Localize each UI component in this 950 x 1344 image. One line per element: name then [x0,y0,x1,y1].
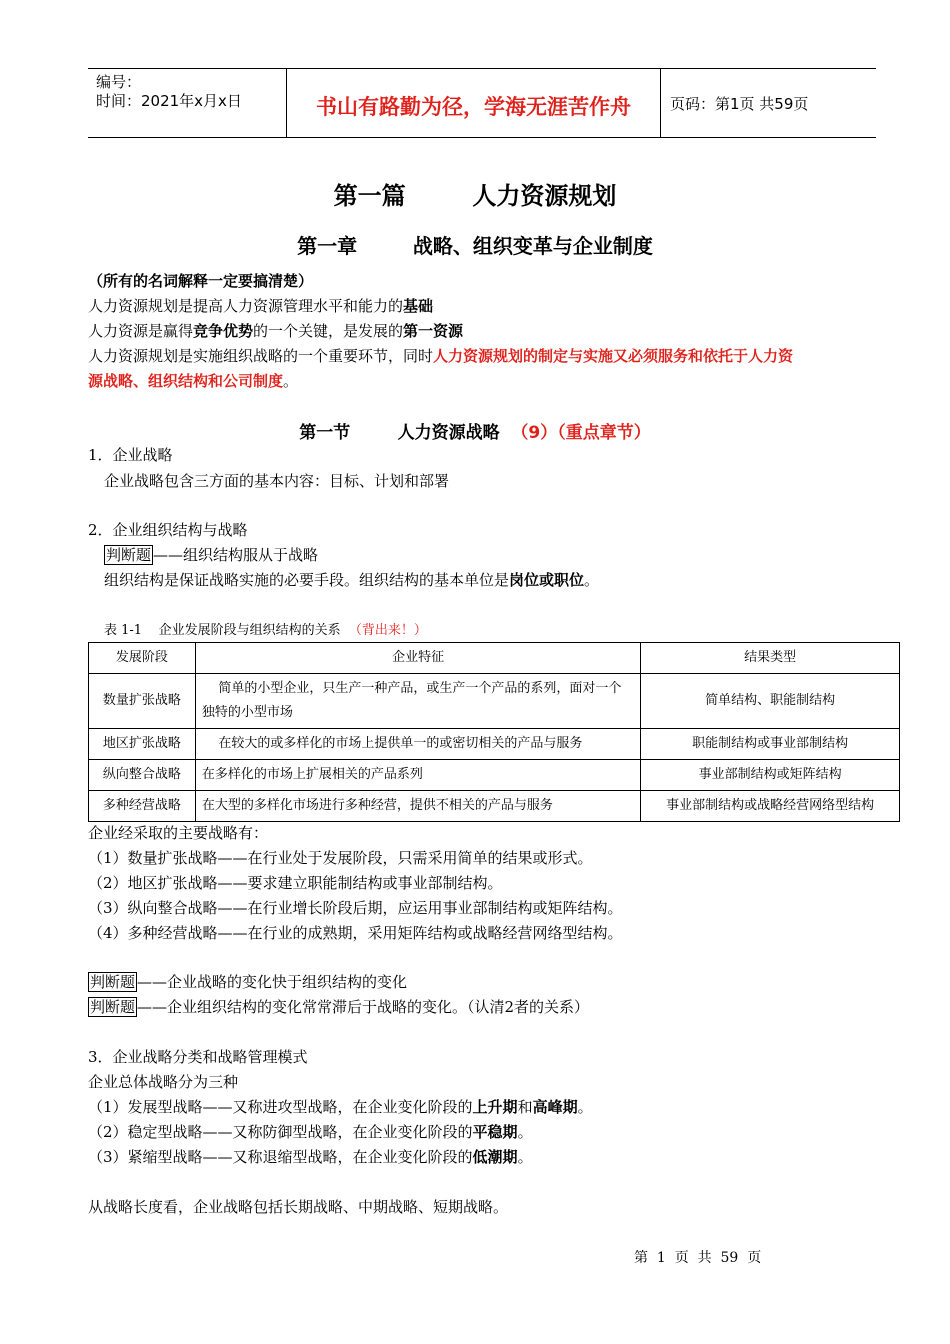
section-title: 第一节 人力资源战略 （9）（重点章节） [299,423,651,443]
chapter-title: 第一章 战略、组织变革与企业制度 [297,234,653,258]
intro-line-4: 源战略、组织结构和公司制度。 [88,372,299,390]
strategy-item: （3）纵向整合战略——在行业增长阶段后期，应运用事业部制结构或矩阵结构。 [88,899,623,917]
s3-item: （1）发展型战略——又称进攻型战略，在企业变化阶段的上升期和高峰期。 [88,1098,593,1116]
intro-line-1: 人力资源规划是提高人力资源管理水平和能力的基础 [88,297,434,315]
s1-text: 企业战略包含三方面的基本内容：目标、计划和部署 [104,472,450,490]
page-footer: 第 1 页 共 59 页 [634,1250,762,1266]
strategy-item: （4）多种经营战略——在行业的成熟期，采用矩阵结构或战略经营网络型结构。 [88,924,623,942]
judge-badge: 判断题 [106,546,152,564]
table-cell: 在多样化的市场上扩展相关的产品系列 [195,760,640,791]
judge-badge: 判断题 [90,998,136,1016]
strategy-structure-table [88,642,900,822]
table-cell: 在大型的多样化市场进行多种经营，提供不相关的产品与服务 [195,791,640,822]
table-cell: 职能制结构或事业部制结构 [641,729,900,760]
table-header: 企业特征 [195,643,640,674]
s3-heading: 3．企业战略分类和战略管理模式 [88,1048,308,1066]
table-row [89,729,900,760]
s3-intro: 企业总体战略分为三种 [88,1073,239,1091]
table-row [89,674,900,729]
table-cell: 多种经营战略 [89,791,196,822]
intro-line-3: 人力资源规划是实施组织战略的一个重要环节，同时人力资源规划的制定与实施又必须服务和依托于人力资 [88,347,794,365]
table-header: 结果类型 [641,643,900,674]
table-row [89,791,900,822]
header-divider [660,69,661,137]
table-cell: 简单的小型企业，只生产一种产品，或生产一个产品的系列，面对一个独特的小型市场 [195,674,640,729]
strategy-item: （1）数量扩张战略——在行业处于发展阶段，只需采用简单的结果或形式。 [88,849,593,867]
judge-line: 判断题 ——企业组织结构的变化常常滞后于战略的变化。（认清2者的关系） [90,998,590,1016]
judge-line: 判断题 ——企业战略的变化快于组织结构的变化 [90,973,408,991]
intro-line-2: 人力资源是赢得竞争优势的一个关键，是发展的第一资源 [88,322,464,340]
table-header-row [89,643,900,674]
s1-heading: 1．企业战略 [88,446,173,464]
strategy-item: （2）地区扩张战略——要求建立职能制结构或事业部制结构。 [88,874,503,892]
table-cell: 数量扩张战略 [89,674,196,729]
time-label: 时间：2021年x月x日 [96,92,242,110]
s2-heading: 2．企业组织结构与战略 [88,521,248,539]
header-motto: 书山有路勤为径，学海无涯苦作舟 [316,94,631,119]
table-cell: 纵向整合战略 [89,760,196,791]
header-meta [96,73,242,111]
part-title: 第一篇 人力资源规划 [333,182,617,210]
judge-badge: 判断题 [90,973,136,991]
header-page-info: 页码：第1页 共59页 [670,95,809,113]
table-caption: 表 1-1 企业发展阶段与组织结构的关系 （背出来！） [104,623,427,638]
s2-judge: 判断题 ——组织结构服从于战略 [106,546,319,564]
table-cell: 事业部制结构或战略经营网络型结构 [641,791,900,822]
table-row [89,760,900,791]
table-cell: 事业部制结构或矩阵结构 [641,760,900,791]
s3-length: 从战略长度看，企业战略包括长期战略、中期战略、短期战略。 [88,1198,509,1216]
intro-note: （所有的名词解释一定要搞清楚） [88,272,314,290]
table-cell: 在较大的或多样化的市场上提供单一的或密切相关的产品与服务 [195,729,640,760]
s3-item: （3）紧缩型战略——又称退缩型战略，在企业变化阶段的低潮期。 [88,1148,533,1166]
page-header [88,68,876,138]
table-header: 发展阶段 [89,643,196,674]
strategies-intro: 企业经采取的主要战略有： [88,824,269,842]
table-cell: 地区扩张战略 [89,729,196,760]
serial-label: 编号： [96,73,142,91]
table-cell: 简单结构、职能制结构 [641,674,900,729]
s3-item: （2）稳定型战略——又称防御型战略，在企业变化阶段的平稳期。 [88,1123,533,1141]
s2-text: 组织结构是保证战略实施的必要手段。组织结构的基本单位是岗位或职位。 [104,571,600,589]
